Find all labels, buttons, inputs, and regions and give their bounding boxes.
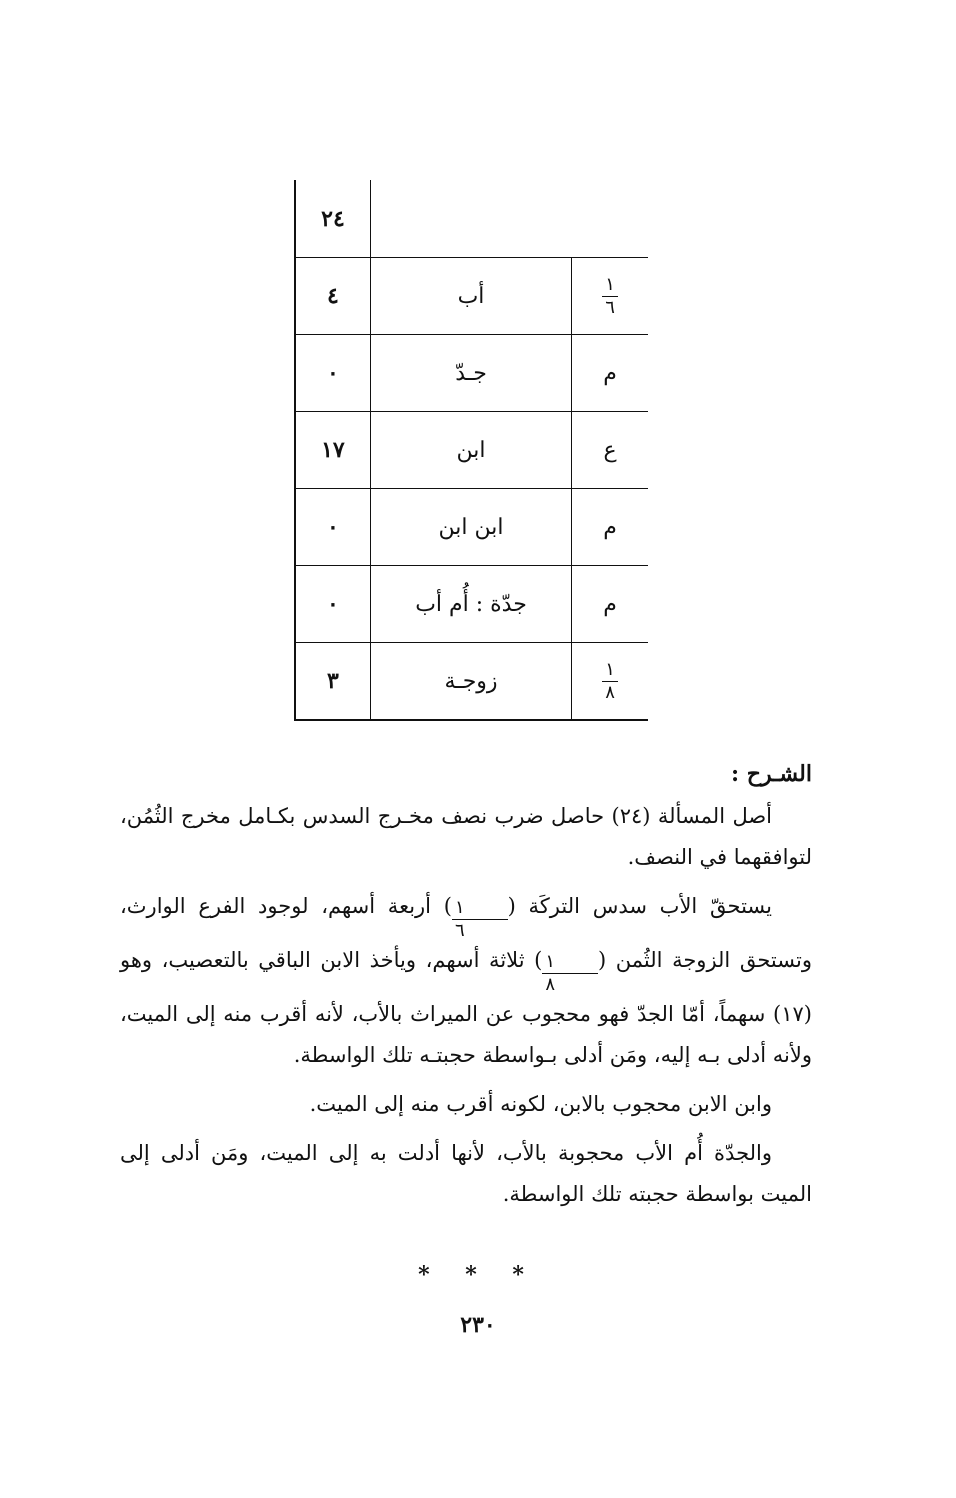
empty-header-cell: [572, 180, 648, 257]
shares-cell: ٠: [294, 335, 371, 411]
explanation-paragraph: وابن الابن محجوب بالابن، لكونه أقرب منه إلى الميت.: [309, 1092, 772, 1116]
explanation-heading: الشـرح :: [730, 761, 812, 787]
portion-cell: م: [603, 591, 617, 617]
total-shares-cell: ٢٤: [294, 180, 371, 257]
portion-cell: م: [603, 514, 617, 540]
heir-cell: ابن: [371, 412, 572, 488]
section-separator: * * *: [418, 1262, 538, 1288]
table-row: [294, 643, 648, 719]
heir-cell: جـدّ: [371, 335, 572, 411]
explanation-section: [120, 752, 812, 1223]
shares-cell: ١٧: [294, 412, 371, 488]
shares-cell: ٣: [294, 643, 371, 719]
heir-cell: ابن ابن: [371, 489, 572, 565]
shares-cell: ٠: [294, 566, 371, 642]
fraction: $\frac{١}{٨}$: [602, 661, 618, 702]
table-row: [294, 566, 648, 643]
table-row: [294, 258, 648, 335]
heir-cell: جدّة : أُم أب: [371, 566, 572, 642]
portion-cell: [572, 258, 648, 334]
table-row: [294, 335, 648, 412]
explanation-paragraph: أصل المسألة (٢٤) حاصل ضرب نصف مخـرج السدس بكـامل مخرج الثُمُن، لتوافقهما في النصف.: [120, 804, 812, 869]
page-number: ٢٣٠: [460, 1312, 496, 1338]
portion-cell: [572, 643, 648, 719]
heir-cell: زوجـة: [371, 643, 572, 719]
explanation-paragraph: يستحقّ الأب سدس التركَة ( $\frac{١}{٦}$ ) أربعة أسهم، لوجود الفرع الوارث، وتستحق الزوجة الثُمن ( $\frac{١}{٨}$ ) ثلاثة أسهم، ويأخذ الابن الباقي بالتعصيب، وهو (١٧) سهماً، أمّا الجدّ فهو محجوب عن الميراث بالأب، لأنه أقرب منه إلى الميت، ولأنه أدلى بـه إليه، ومَن أدلى بـواسطة حجبتـه تلك الواسطة.: [120, 894, 812, 1067]
portion-cell: ع: [603, 437, 617, 463]
eighth-fraction: $\frac{١}{٨}$: [542, 953, 598, 994]
table-row: [294, 489, 648, 566]
portion-cell: م: [603, 360, 617, 386]
heir-cell: أب: [371, 258, 572, 334]
empty-header-cell: [371, 180, 572, 257]
table-header-row: [294, 180, 648, 258]
table-row: [294, 412, 648, 489]
fraction: $\frac{١}{٦}$: [602, 276, 618, 317]
explanation-paragraph: والجدّة أُم الأب محجوبة بالأب، لأنها أدلت به إلى الميت، ومَن أدلى إلى الميت بواسطة حجبته تلك الواسطة.: [120, 1141, 812, 1206]
shares-cell: ٤: [294, 258, 371, 334]
shares-cell: ٠: [294, 489, 371, 565]
sixth-fraction: $\frac{١}{٦}$: [452, 899, 508, 940]
inheritance-table: [294, 180, 648, 721]
